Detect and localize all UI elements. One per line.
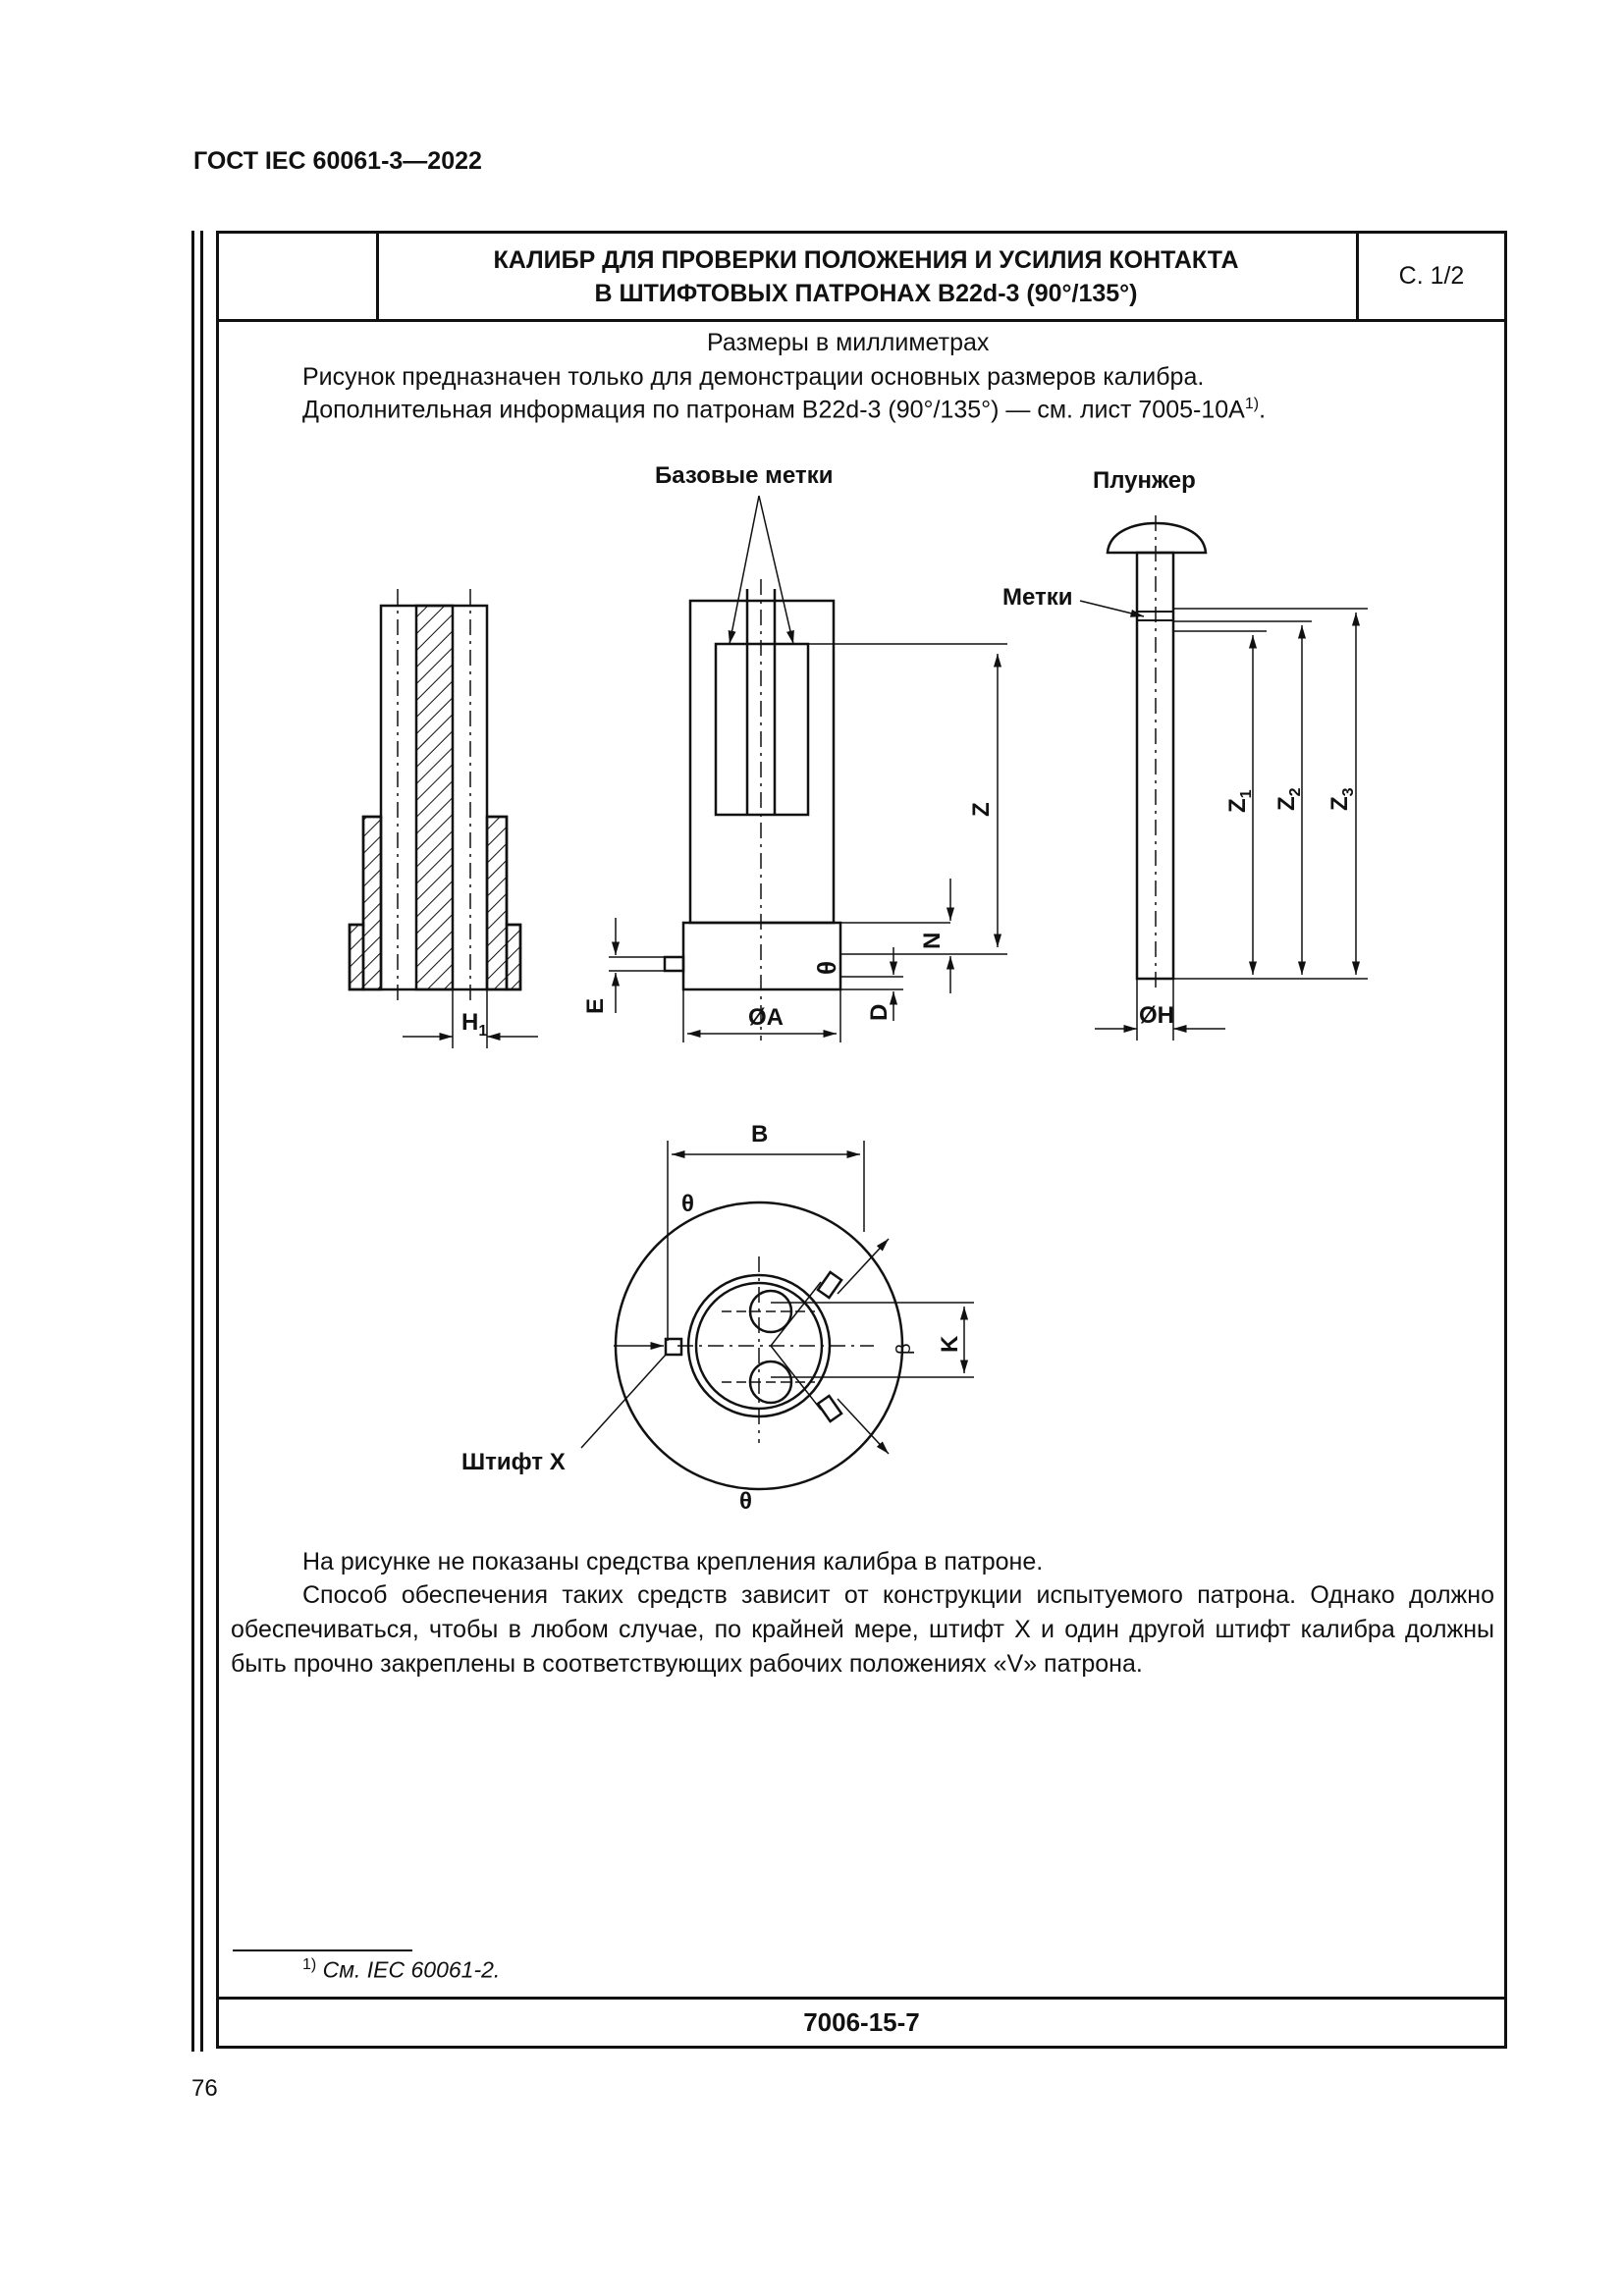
gauge-front-view	[609, 496, 1007, 1042]
label-marks: Метки	[1002, 584, 1073, 611]
dim-z1-letter: Z	[1224, 798, 1251, 813]
dim-a: ØA	[748, 1004, 784, 1031]
standard-header: ГОСТ IEC 60061-3—2022	[193, 147, 482, 175]
plunger-view	[1080, 515, 1368, 1041]
note-paragraph-2	[231, 1578, 1494, 1682]
gauge-plan-view	[581, 1141, 974, 1489]
note-paragraph-1: На рисунке не показаны средства крепления калибра в патроне.	[302, 1548, 1044, 1575]
label-plunger: Плунжер	[1093, 467, 1196, 494]
dim-beta: β	[893, 1343, 915, 1355]
title-line-1: КАЛИБР ДЛЯ ПРОВЕРКИ ПОЛОЖЕНИЯ И УСИЛИЯ КОНТАКТА	[493, 245, 1239, 274]
dim-d: D	[866, 1003, 893, 1021]
dim-h: ØH	[1139, 1002, 1174, 1029]
sheet-number: С. 1/2	[1398, 262, 1465, 290]
dim-z1-sub: 1	[1238, 789, 1255, 799]
dim-z2-sub: 2	[1287, 787, 1304, 797]
dim-h1	[461, 1009, 487, 1040]
label-base-marks: Базовые метки	[655, 462, 834, 489]
intro-line-1: Рисунок предназначен только для демонстрации основных размеров калибра.	[302, 363, 1205, 391]
dim-z2	[1273, 787, 1304, 811]
dim-z3-sub: 3	[1340, 787, 1357, 797]
sheet-code: 7006-15-7	[219, 1997, 1504, 2046]
footnote-mark: 1)	[302, 1956, 317, 1973]
dim-h1-letter: H	[461, 1009, 479, 1036]
dim-e: E	[582, 997, 609, 1014]
dim-theta-top: θ	[681, 1191, 694, 1217]
intro-line-2-text: Дополнительная информация по патронам B22d-3 (90°/135°) — см. лист 7005-10A	[302, 396, 1245, 424]
dim-k: K	[937, 1335, 963, 1353]
footnote-ref: 1)	[1244, 396, 1260, 412]
dim-b: B	[751, 1121, 769, 1148]
note-paragraph-2-text: Способ обеспечения таких средств зависит от конструкции испытуемого патрона. Однако должно обеспечиваться, чтобы в любом случае, по крайней мере, штифт X и один другой штифт калибра должны быть прочно закреплены в соответствующих рабочих положениях «V» патрона.	[231, 1581, 1494, 1678]
dim-theta-bottom: θ	[739, 1488, 752, 1515]
title-line-2: В ШТИФТОВЫХ ПАТРОНАХ B22d-3 (90°/135°)	[594, 279, 1138, 307]
dim-z3-letter: Z	[1326, 796, 1353, 811]
footnote-rule	[233, 1949, 412, 1951]
footnote-text: См. IEC 60061-2.	[322, 1956, 501, 1983]
gauge-section-view	[350, 589, 538, 1048]
footnote	[302, 1956, 500, 1984]
dim-z3	[1326, 787, 1357, 811]
dim-theta-side: θ	[812, 960, 841, 975]
dim-h1-sub: 1	[478, 1023, 488, 1040]
dim-n: N	[919, 932, 946, 949]
dim-z2-letter: Z	[1273, 796, 1300, 811]
dim-z: Z	[968, 802, 995, 817]
intro-line-2-end: .	[1259, 396, 1267, 424]
dim-z1	[1224, 789, 1255, 813]
dimensions-note: Размеры в миллиметрах	[707, 329, 990, 356]
label-pin-x: Штифт X	[461, 1449, 566, 1475]
page-number: 76	[191, 2075, 218, 2102]
